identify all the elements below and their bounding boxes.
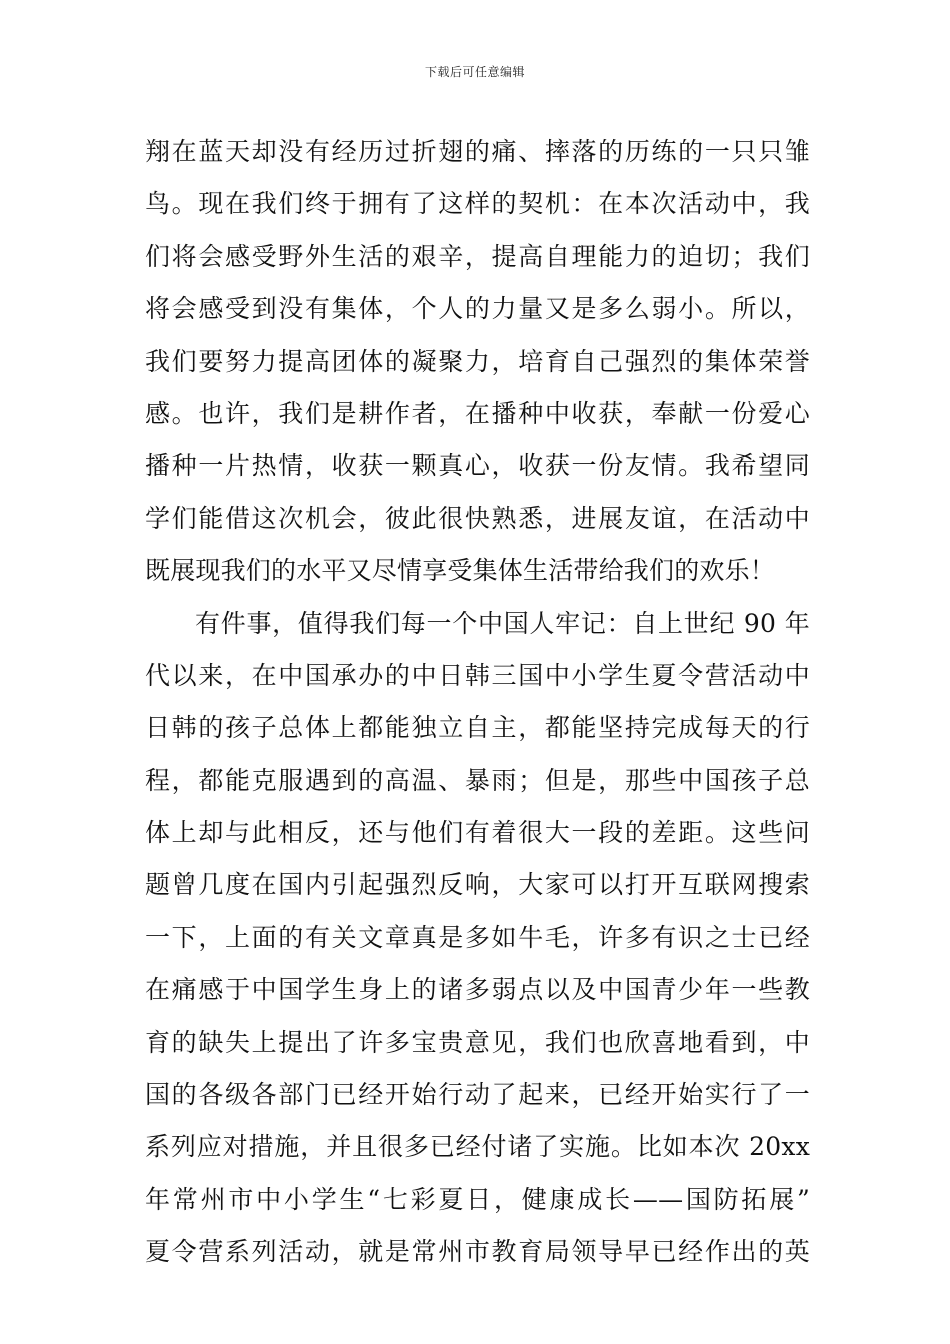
paragraph-2 bbox=[145, 598, 810, 1279]
text-line: 日韩的孩子总体上都能独立自主，都能坚持完成每天的行 bbox=[145, 713, 810, 743]
text-line: 鸟。现在我们终于拥有了这样的契机：在本次活动中，我 bbox=[145, 189, 810, 219]
text-line: 一下，上面的有关文章真是多如牛毛，许多有识之士已经 bbox=[145, 922, 810, 952]
paragraph-1 bbox=[145, 126, 810, 598]
text-line: 播种一片热情，收获一颗真心，收获一份友情。我希望同 bbox=[145, 451, 810, 481]
page-header: 下载后可任意编辑 bbox=[424, 65, 525, 79]
text-line: 育的缺失上提出了许多宝贵意见，我们也欣喜地看到，中 bbox=[145, 1027, 810, 1057]
text-line: 题曾几度在国内引起强烈反响，大家可以打开互联网搜索 bbox=[145, 870, 810, 900]
text-line: 程，都能克服遇到的高温、暴雨；但是，那些中国孩子总 bbox=[145, 765, 810, 795]
text-line: 年常州市中小学生“七彩夏日，健康成长——国防拓展” bbox=[145, 1184, 810, 1214]
text-line: 系列应对措施，并且很多已经付诸了实施。比如本次 20xx bbox=[145, 1132, 810, 1162]
text-line: 体上却与此相反，还与他们有着很大一段的差距。这些问 bbox=[145, 818, 810, 848]
text-line: 有件事，值得我们每一个中国人牢记：自上世纪 90 年 bbox=[195, 608, 810, 638]
text-line: 我们要努力提高团体的凝聚力，培育自己强烈的集体荣誉 bbox=[145, 346, 810, 376]
text-line: 感。也许，我们是耕作者，在播种中收获，奉献一份爱心 bbox=[145, 398, 810, 428]
text-line: 将会感受到没有集体，个人的力量又是多么弱小。所以， bbox=[145, 294, 810, 324]
text-line: 国的各级各部门已经开始行动了起来，已经开始实行了一 bbox=[145, 1080, 810, 1110]
text-line: 学们能借这次机会，彼此很快熟悉，进展友谊，在活动中 bbox=[145, 503, 810, 533]
text-line: 代以来，在中国承办的中日韩三国中小学生夏令营活动中 bbox=[145, 660, 810, 690]
text-line: 夏令营系列活动，就是常州市教育局领导早已经作出的英 bbox=[145, 1237, 810, 1267]
text-line: 们将会感受野外生活的艰辛，提高自理能力的迫切；我们 bbox=[145, 241, 810, 271]
text-line: 翔在蓝天却没有经历过折翅的痛、摔落的历练的一只只雏 bbox=[145, 137, 810, 166]
document-body bbox=[145, 126, 810, 1279]
text-line: 在痛感于中国学生身上的诸多弱点以及中国青少年一些教 bbox=[145, 975, 810, 1005]
text-line: 既展现我们的水平又尽情享受集体生活带给我们的欢乐！ bbox=[145, 556, 776, 586]
